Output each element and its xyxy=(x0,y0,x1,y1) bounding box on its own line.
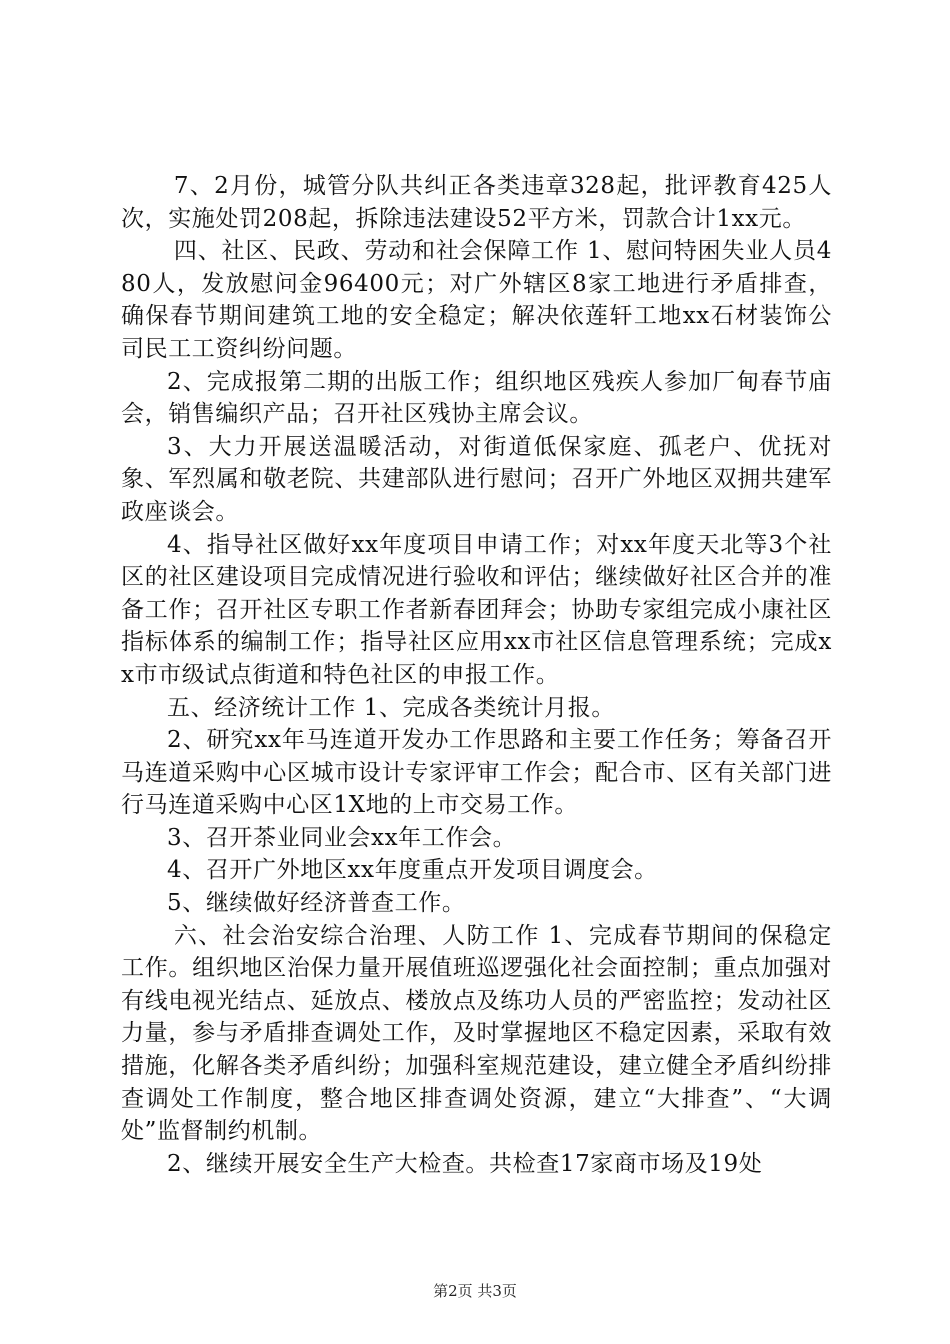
paragraph-item-4-4: 4、指导社区做好xx年度项目申请工作；对xx年度天北等3个社区的社区建设项目完成情况进行验收和评估；继续做好社区合并的准备工作；召开社区专职工作者新春团拜会；协助专家组完成小康社区指标体系的编制工作；指导社区应用xx市社区信息管理系统；完成xx市市级试点街道和特色社区的申报工作。 xyxy=(121,531,832,688)
paragraph-section-5: 五、经济统计工作 1、完成各类统计月报。 xyxy=(167,694,615,721)
paragraph-item-4-2: 2、完成报第二期的出版工作；组织地区残疾人参加厂甸春节庙会，销售编织产品；召开社区残协主席会议。 xyxy=(121,368,832,428)
document-body xyxy=(121,170,832,1180)
paragraph-item-5-3: 3、召开茶业同业会xx年工作会。 xyxy=(167,824,517,851)
paragraph-section-4: 四、社区、民政、劳动和社会保障工作 1、慰问特困失业人员480人，发放慰问金96400元；对广外辖区8家工地进行矛盾排查，确保春节期间建筑工地的安全稳定；解决依莲轩工地xx石材装饰公司民工工资纠纷问题。 xyxy=(121,238,832,362)
paragraph-item-4-3: 3、大力开展送温暖活动，对街道低保家庭、孤老户、优抚对象、军烈属和敬老院、共建部队进行慰问；召开广外地区双拥共建军政座谈会。 xyxy=(121,433,832,525)
paragraph-item-5-2: 2、研究xx年马连道开发办工作思路和主要工作任务；筹备召开马连道采购中心区城市设计专家评审工作会；配合市、区有关部门进行马连道采购中心区1X地的上市交易工作。 xyxy=(121,727,832,819)
paragraph-item-6-2: 2、继续开展安全生产大检查。共检查17家商市场及19处 xyxy=(167,1150,763,1177)
paragraph-item-7: 7、2月份，城管分队共纠正各类违章328起，批评教育425人次，实施处罚208起，拆除违法建设52平方米，罚款合计1xx元。 xyxy=(121,173,832,232)
page-number-footer: 第2页 共3页 xyxy=(433,1282,517,1300)
paragraph-item-5-4: 4、召开广外地区xx年度重点开发项目调度会。 xyxy=(167,857,658,884)
paragraph-section-6: 六、社会治安综合治理、人防工作 1、完成春节期间的保稳定工作。组织地区治保力量开展值班巡逻强化社会面控制；重点加强对有线电视光结点、延放点、楼放点及练功人员的严密监控；发动社区力量，参与矛盾排查调处工作，及时掌握地区不稳定因素，采取有效措施，化解各类矛盾纠纷；加强科室规范建设，建立健全矛盾纠纷排查调处工作制度，整合地区排查调处资源，建立“大排查”、“大调处”监督制约机制。 xyxy=(121,922,832,1145)
paragraph-item-5-5: 5、继续做好经济普查工作。 xyxy=(167,890,466,917)
